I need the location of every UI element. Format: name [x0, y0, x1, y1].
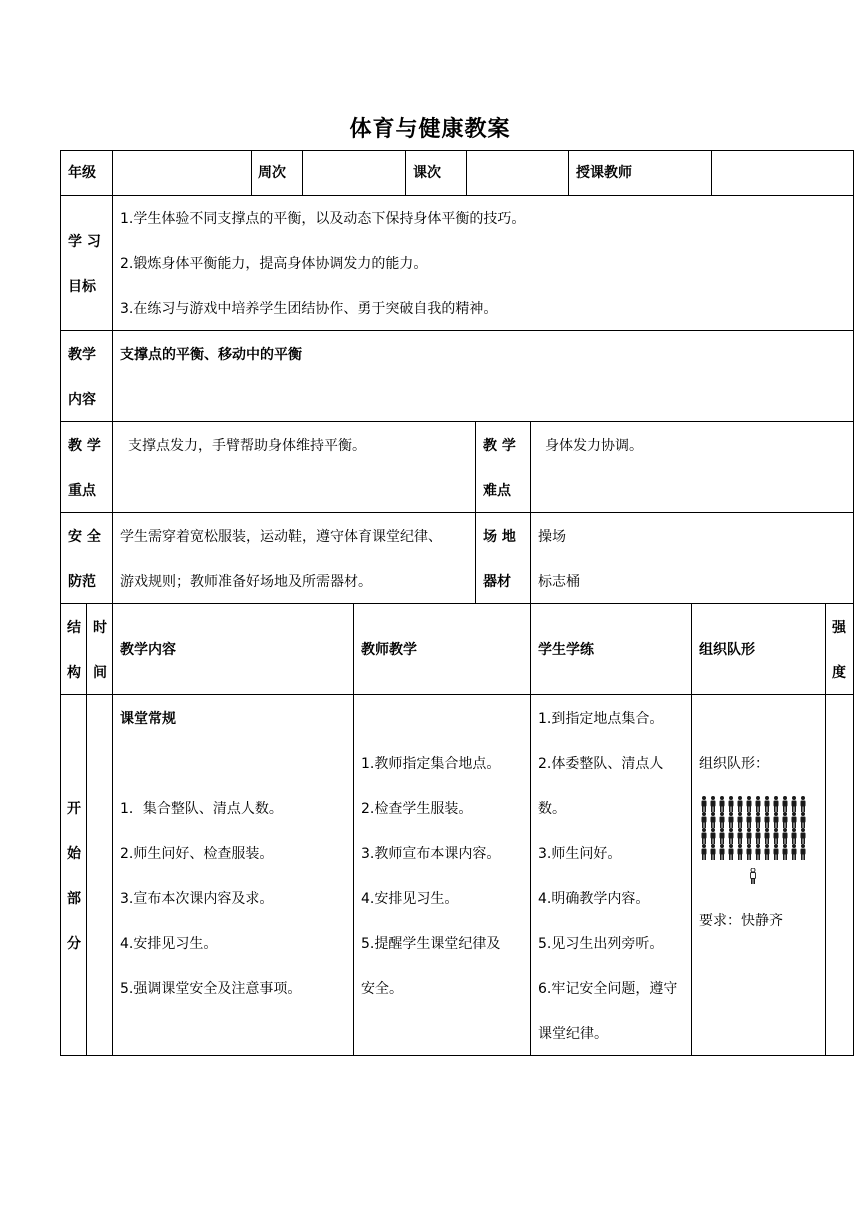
formation-header: 组织队形 [699, 642, 755, 658]
student-figure-icon [736, 828, 744, 844]
student-figure-icon [754, 812, 762, 828]
table-divider [353, 603, 354, 1055]
table-divider [825, 603, 826, 1055]
student-figure-icon [781, 796, 789, 812]
student-figure-icon [709, 796, 717, 812]
objectives-label-2: 目标 [68, 279, 96, 295]
student-figure-icon [763, 796, 771, 812]
section-label-char: 始 [67, 846, 81, 862]
student-figure-icon [700, 812, 708, 828]
lesson-number-label: 课次 [413, 165, 441, 181]
teaching-content-header: 教学内容 [120, 642, 176, 658]
student-figure-icon [727, 796, 735, 812]
student-figure-icon [781, 844, 789, 860]
student-item: 6.牢记安全问题，遵守 [538, 981, 678, 997]
key-points-label-1: 教 学 [68, 438, 101, 454]
student-figure-icon [772, 796, 780, 812]
teacher-figure-icon [749, 868, 757, 884]
key-points-text: 支撑点发力，手臂帮助身体维持平衡。 [128, 438, 366, 454]
table-divider [691, 603, 692, 1055]
student-figure-icon [718, 812, 726, 828]
content-item: 2.师生问好、检查服装。 [120, 846, 274, 862]
table-divider [60, 512, 854, 513]
student-figure-icon [790, 812, 798, 828]
formation-requirement: 要求：快静齐 [699, 913, 783, 929]
student-figure-icon [745, 812, 753, 828]
key-points-label-2: 重点 [68, 483, 96, 499]
student-figure-icon [754, 828, 762, 844]
student-figure-icon [790, 828, 798, 844]
table-divider [60, 330, 854, 331]
student-figure-icon [799, 796, 807, 812]
student-figure-icon [736, 796, 744, 812]
student-figure-icon [772, 844, 780, 860]
venue-text: 操场 [538, 529, 566, 545]
content-label-1: 教学 [68, 347, 96, 363]
student-figure-icon [718, 828, 726, 844]
safety-text: 游戏规则；教师准备好场地及所需器材。 [120, 574, 372, 590]
venue-label-1: 场 地 [483, 529, 516, 545]
objective-item: 3.在练习与游戏中培养学生团结协作、勇于突破自我的精神。 [120, 301, 498, 317]
student-figure-icon [745, 828, 753, 844]
table-divider [112, 195, 113, 603]
student-figure-icon [799, 844, 807, 860]
difficulty-label-2: 难点 [483, 483, 511, 499]
teacher-label: 授课教师 [576, 165, 632, 181]
table-divider [112, 150, 113, 195]
objective-item: 2.锻炼身体平衡能力，提高身体协调发力的能力。 [120, 256, 428, 272]
student-figure-icon [709, 812, 717, 828]
table-divider [60, 421, 854, 422]
content-item: 3.宣布本次课内容及求。 [120, 891, 274, 907]
student-figure-icon [745, 796, 753, 812]
routine-title: 课堂常规 [120, 711, 176, 727]
safety-label-2: 防范 [68, 574, 96, 590]
student-figure-icon [745, 844, 753, 860]
formation-label: 组织队形： [699, 756, 769, 772]
content-item: 1．集合整队、清点人数。 [120, 801, 283, 817]
student-figure-icon [718, 844, 726, 860]
teacher-item: 4.安排见习生。 [361, 891, 459, 907]
teacher-item: 5.提醒学生课堂纪律及 [361, 936, 501, 952]
student-figure-icon [763, 828, 771, 844]
table-border [60, 1055, 854, 1056]
table-divider [60, 195, 854, 196]
table-border [60, 150, 61, 1056]
objective-item: 1.学生体验不同支撑点的平衡，以及动态下保持身体平衡的技巧。 [120, 211, 526, 227]
structure-header: 结 [67, 620, 81, 636]
week-label: 周次 [258, 165, 286, 181]
time-header: 时 [93, 620, 107, 636]
student-figure-icon [736, 844, 744, 860]
structure-header: 构 [67, 665, 81, 681]
table-divider [251, 150, 252, 195]
table-divider [302, 150, 303, 195]
table-divider [568, 150, 569, 195]
student-figure-icon [781, 828, 789, 844]
teacher-item: 2.检查学生服装。 [361, 801, 473, 817]
time-header: 间 [93, 665, 107, 681]
section-label-char: 部 [67, 891, 81, 907]
student-figure-icon [790, 796, 798, 812]
student-item: 2.体委整队、清点人 [538, 756, 664, 772]
student-figure-icon [799, 812, 807, 828]
student-figure-icon [763, 844, 771, 860]
grade-label: 年级 [68, 165, 96, 181]
safety-label-1: 安 全 [68, 529, 101, 545]
table-divider [60, 694, 854, 695]
student-figure-icon [709, 844, 717, 860]
table-border [60, 150, 854, 151]
content-label-2: 内容 [68, 392, 96, 408]
difficulty-label-1: 教 学 [483, 438, 516, 454]
student-figure-icon [736, 812, 744, 828]
student-figure-icon [772, 812, 780, 828]
teacher-teaching-header: 教师教学 [361, 642, 417, 658]
teacher-item: 安全。 [361, 981, 403, 997]
content-text: 支撑点的平衡、移动中的平衡 [120, 347, 302, 363]
venue-label-2: 器材 [483, 574, 511, 590]
intensity-header: 强 [832, 620, 846, 636]
teacher-item: 1.教师指定集合地点。 [361, 756, 501, 772]
table-divider [711, 150, 712, 195]
student-figure-icon [700, 796, 708, 812]
table-divider [86, 603, 87, 1055]
table-divider [466, 150, 467, 195]
student-figure-icon [781, 812, 789, 828]
teacher-item: 3.教师宣布本课内容。 [361, 846, 501, 862]
student-item: 3.师生问好。 [538, 846, 622, 862]
student-figure-icon [790, 844, 798, 860]
table-divider [530, 603, 531, 1055]
student-figure-icon [718, 796, 726, 812]
table-divider [405, 150, 406, 195]
student-figure-icon [700, 828, 708, 844]
table-divider [530, 421, 531, 603]
objectives-label-1: 学 习 [68, 234, 101, 250]
content-item: 5.强调课堂安全及注意事项。 [120, 981, 302, 997]
difficulty-text: 身体发力协调。 [545, 438, 643, 454]
student-figure-icon [763, 812, 771, 828]
section-label-char: 分 [67, 936, 81, 952]
intensity-header: 度 [832, 665, 846, 681]
student-practice-header: 学生学练 [538, 642, 594, 658]
student-item: 5.见习生出列旁听。 [538, 936, 664, 952]
table-divider [112, 603, 113, 1055]
student-figure-icon [754, 796, 762, 812]
student-figure-icon [772, 828, 780, 844]
section-label-char: 开 [67, 801, 81, 817]
student-figure-icon [709, 828, 717, 844]
safety-text: 学生需穿着宽松服装，运动鞋，遵守体育课堂纪律、 [120, 529, 442, 545]
student-figure-icon [727, 812, 735, 828]
table-divider [475, 421, 476, 603]
student-figure-icon [727, 828, 735, 844]
student-figure-icon [754, 844, 762, 860]
student-figure-icon [799, 828, 807, 844]
student-item: 课堂纪律。 [538, 1026, 608, 1042]
equipment-text: 标志桶 [538, 574, 580, 590]
content-item: 4.安排见习生。 [120, 936, 218, 952]
student-figure-icon [700, 844, 708, 860]
table-border [853, 150, 854, 1056]
student-item: 1.到指定地点集合。 [538, 711, 664, 727]
student-figure-icon [727, 844, 735, 860]
table-divider [60, 603, 854, 604]
student-item: 数。 [538, 801, 566, 817]
student-item: 4.明确教学内容。 [538, 891, 650, 907]
page-title: 体育与健康教案 [349, 117, 511, 142]
